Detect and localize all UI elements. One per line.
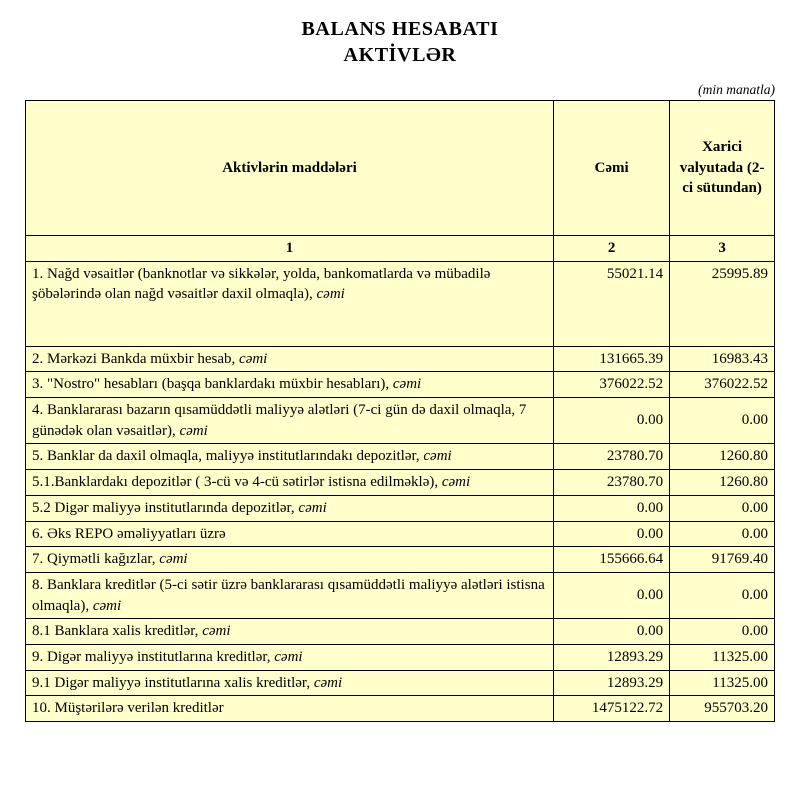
row-label-italic-suffix: cəmi [312, 286, 345, 303]
row-total-value: 0.00 [554, 521, 670, 547]
index-cell-1: 1 [26, 236, 554, 262]
row-total-value: 12893.29 [554, 644, 670, 670]
row-label-italic-suffix: cəmi [89, 597, 122, 614]
row-label [26, 444, 554, 470]
row-foreign-currency-value: 11325.00 [670, 644, 775, 670]
row-label-text: 3. "Nostro" hesabları (başqa banklardakı müxbir hesabları), [32, 376, 390, 393]
row-total-value: 0.00 [554, 572, 670, 618]
row-foreign-currency-value: 25995.89 [670, 261, 775, 346]
table-row [26, 346, 775, 372]
row-label-text: 9.1 Digər maliyyə institutlarına xalis kreditlər, [32, 674, 311, 691]
row-label [26, 261, 554, 346]
row-total-value: 0.00 [554, 398, 670, 444]
row-total-value: 23780.70 [554, 444, 670, 470]
table-row [26, 470, 775, 496]
row-label-italic-suffix: cəmi [270, 648, 303, 665]
row-total-value: 376022.52 [554, 372, 670, 398]
row-total-value: 1475122.72 [554, 696, 670, 722]
row-total-value: 0.00 [554, 619, 670, 645]
row-total-value: 0.00 [554, 495, 670, 521]
table-row [26, 372, 775, 398]
row-foreign-currency-value: 1260.80 [670, 444, 775, 470]
table-row [26, 547, 775, 573]
row-foreign-currency-value: 11325.00 [670, 670, 775, 696]
row-total-value: 131665.39 [554, 346, 670, 372]
table-row [26, 644, 775, 670]
row-label-text: 5. Banklar da daxil olmaqla, maliyyə institutlarındakı depozitlər, [32, 448, 420, 465]
row-label-italic-suffix: cəmi [294, 499, 327, 516]
report-title-line1: BALANS HESABATI [301, 18, 499, 40]
row-label [26, 495, 554, 521]
row-label-text: 2. Mərkəzi Bankda müxbir hesab, [32, 350, 236, 367]
row-label-italic-suffix: cəmi [310, 674, 343, 691]
row-foreign-currency-value: 376022.52 [670, 372, 775, 398]
row-total-value: 12893.29 [554, 670, 670, 696]
table-row [26, 398, 775, 444]
row-label-italic-suffix: cəmi [235, 350, 268, 367]
row-label [26, 398, 554, 444]
row-label-text: 5.1.Banklardakı depozitlər ( 3-cü və 4-cü sətirlər istisna edilməklə), [32, 474, 439, 491]
report-title-line2: AKTİVLƏR [343, 44, 457, 66]
row-label-italic-suffix: cəmi [419, 448, 452, 465]
row-foreign-currency-value: 16983.43 [670, 346, 775, 372]
header-foreign-column: Xarici valyutada (2-ci sütundan) [670, 101, 775, 236]
table-header [26, 101, 775, 262]
row-total-value: 155666.64 [554, 547, 670, 573]
row-label [26, 372, 554, 398]
index-cell-3: 3 [670, 236, 775, 262]
row-label-text: 8. Banklara kreditlər (5-ci sətir üzrə banklararası qısamüddətli maliyyə alətləri istisna olmaqla), [32, 576, 545, 614]
header-items-column: Aktivlərin maddələri [26, 101, 554, 236]
row-total-value: 55021.14 [554, 261, 670, 346]
row-foreign-currency-value: 91769.40 [670, 547, 775, 573]
row-label-text: 8.1 Banklara xalis kreditlər, [32, 623, 199, 640]
units-note: (min manatla) [698, 82, 775, 97]
row-label-text: 5.2 Digər maliyyə institutlarında depozitlər, [32, 499, 295, 516]
row-label-text: 6. Əks REPO əməliyyatları üzrə [32, 525, 226, 542]
row-foreign-currency-value: 1260.80 [670, 470, 775, 496]
row-foreign-currency-value: 0.00 [670, 572, 775, 618]
table-row [26, 670, 775, 696]
table-row [26, 495, 775, 521]
row-label [26, 619, 554, 645]
table-row [26, 619, 775, 645]
row-foreign-currency-value: 955703.20 [670, 696, 775, 722]
row-total-value: 23780.70 [554, 470, 670, 496]
row-label-italic-suffix: cəmi [155, 551, 188, 568]
row-foreign-currency-value: 0.00 [670, 521, 775, 547]
row-foreign-currency-value: 0.00 [670, 495, 775, 521]
row-foreign-currency-value: 0.00 [670, 619, 775, 645]
table-row [26, 696, 775, 722]
row-label-text: 10. Müştərilərə verilən kreditlər [32, 700, 224, 717]
row-label [26, 346, 554, 372]
header-total-column: Cəmi [554, 101, 670, 236]
row-label [26, 547, 554, 573]
table-row [26, 444, 775, 470]
row-label [26, 696, 554, 722]
table-row [26, 521, 775, 547]
header-row [26, 101, 775, 236]
row-label [26, 670, 554, 696]
balance-table [25, 100, 775, 722]
row-foreign-currency-value: 0.00 [670, 398, 775, 444]
table-row [26, 572, 775, 618]
index-cell-2: 2 [554, 236, 670, 262]
row-label-italic-suffix: cəmi [175, 422, 208, 439]
row-label [26, 521, 554, 547]
report-title [25, 16, 775, 68]
row-label-text: 7. Qiymətli kağızlar, [32, 551, 156, 568]
row-label-text: 4. Banklararası bazarın qısamüddətli maliyyə alətləri (7-ci gün də daxil olmaqla, 7 günədək olan vəsaitlər), [32, 402, 527, 439]
row-label-italic-suffix: cəmi [198, 623, 231, 640]
row-label [26, 572, 554, 618]
row-label-text: 9. Digər maliyyə institutlarına kreditlər, [32, 648, 271, 665]
table-row [26, 261, 775, 346]
row-label-italic-suffix: cəmi [389, 376, 422, 393]
row-label [26, 470, 554, 496]
row-label-text: 1. Nağd vəsaitlər (banknotlar və sikkələr, yolda, bankomatlarda və mübadilə şöbələrində olan nağd vəsaitlər daxil olmaqla), [32, 265, 491, 303]
row-label-italic-suffix: cəmi [438, 474, 471, 491]
table-body [26, 261, 775, 721]
index-row [26, 236, 775, 262]
row-label [26, 644, 554, 670]
